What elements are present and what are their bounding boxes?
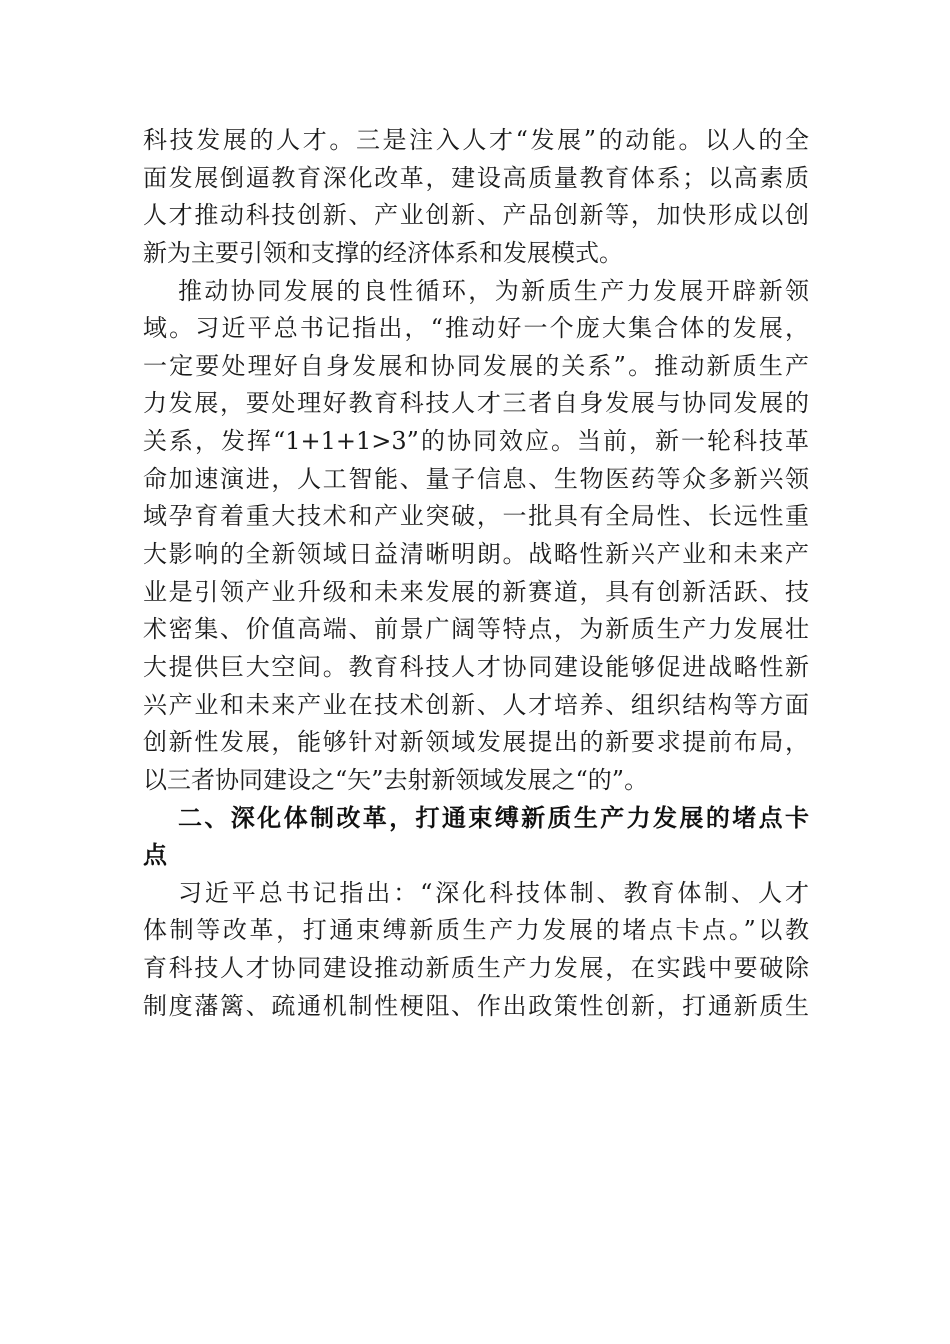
text-line: 一定要处理好自身发展和协同发展的关系”。推动新质生产 (143, 351, 809, 380)
text-line: 体制等改革，打通束缚新质生产力发展的堵点卡点。”以教 (143, 916, 809, 945)
text-line: 关系，发挥“1+1+1>3”的协同效应。当前，新一轮科技革 (143, 427, 809, 456)
text-line: 命加速演进，人工智能、量子信息、生物医药等众多新兴领 (143, 464, 809, 493)
text-line: 兴产业和未来产业在技术创新、人才培养、组织结构等方面 (143, 690, 809, 719)
text-line: 大提供巨大空间。教育科技人才协同建设能够促进战略性新 (143, 652, 809, 681)
paragraph-reform-quote (143, 875, 809, 1026)
text-line: 域孕育着重大技术和产业突破，一批具有全局性、长远性重 (143, 502, 809, 531)
text-line: 域。习近平总书记指出，“推动好一个庞大集合体的发展， (143, 314, 809, 343)
text-line: 力发展，要处理好教育科技人才三者自身发展与协同发展的 (143, 389, 809, 418)
text-line: 面发展倒逼教育深化改革，建设高质量教育体系；以高素质 (143, 163, 809, 192)
text-line: 以三者协同建设之“矢”去射新领域发展之“的”。 (143, 765, 649, 794)
text-line: 创新性发展，能够针对新领域发展提出的新要求提前布局， (143, 728, 809, 757)
paragraph-talent-momentum (143, 122, 809, 273)
heading-line: 二、深化体制改革，打通束缚新质生产力发展的堵点卡 (178, 803, 809, 832)
paragraph-synergy-cycle (143, 273, 809, 800)
text-line: 育科技人才协同建设推动新质生产力发展，在实践中要破除 (143, 954, 809, 983)
text-line: 制度藩篱、疏通机制性梗阻、作出政策性创新，打通新质生 (143, 991, 809, 1020)
text-line: 科技发展的人才。三是注入人才“发展”的动能。以人的全 (143, 126, 809, 154)
heading-line: 点 (143, 841, 167, 870)
text-line: 习近平总书记指出：“深化科技体制、教育体制、人才 (178, 878, 809, 907)
text-line: 术密集、价值高端、前景广阔等特点，为新质生产力发展壮 (143, 615, 809, 644)
text-line: 人才推动科技创新、产业创新、产品创新等，加快形成以创 (143, 201, 809, 230)
section-heading (143, 800, 809, 875)
text-line: 大影响的全新领域日益清晰明朗。战略性新兴产业和未来产 (143, 540, 809, 569)
document-page (143, 122, 809, 1025)
text-line: 新为主要引领和支撑的经济体系和发展模式。 (143, 238, 623, 267)
text-line: 业是引领产业升级和未来发展的新赛道，具有创新活跃、技 (143, 577, 809, 606)
text-line: 推动协同发展的良性循环，为新质生产力发展开辟新领 (178, 276, 809, 305)
